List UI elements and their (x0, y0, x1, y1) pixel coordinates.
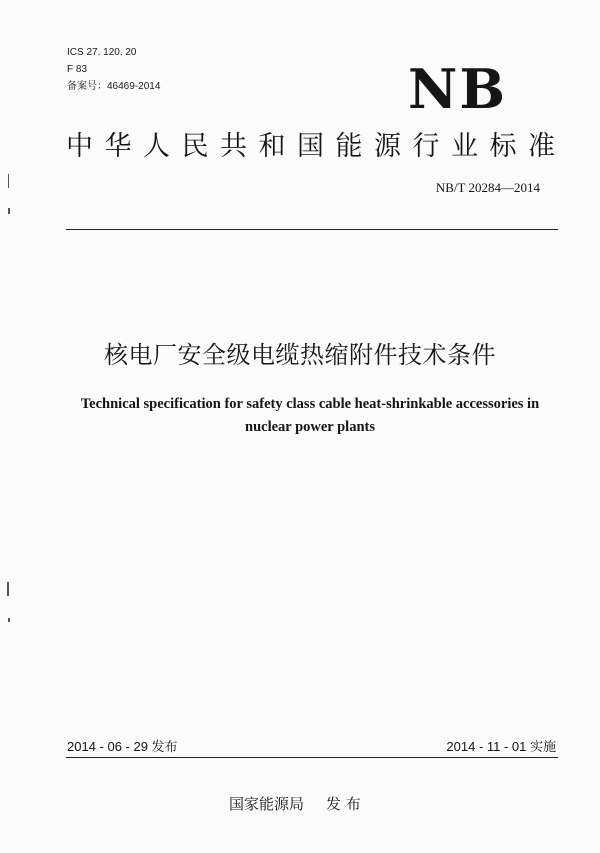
scan-artifact-mark (7, 582, 9, 596)
document-title-chinese: 核电厂安全级电缆热缩附件技术条件 (104, 341, 496, 369)
header-divider (66, 229, 558, 230)
implementation-date: 2014 - 11 - 01 实施 (446, 739, 556, 754)
ics-number: ICS 27. 120. 20 (67, 47, 137, 58)
issue-date: 2014 - 06 - 29 发布 (67, 739, 178, 754)
publisher-line (229, 794, 361, 814)
document-title-english (40, 393, 580, 439)
footer-divider (66, 757, 558, 758)
publish-action: 发 布 (326, 795, 361, 813)
standard-code: NB/T 20284—2014 (435, 180, 540, 195)
standard-category-title: 中华人民共和国能源行业标准 (66, 131, 567, 162)
scan-artifact-mark (8, 618, 10, 622)
english-title-line-1: Technical specification for safety class cable heat-shrinkable accessories in (80, 396, 540, 412)
nb-logo: NB (408, 57, 508, 121)
record-number: 备案号：46469-2014 (67, 81, 161, 92)
scan-artifact-mark (8, 174, 9, 188)
publisher-name: 国家能源局 (229, 795, 305, 813)
ccs-number: F 83 (67, 64, 88, 75)
english-title-line-2: nuclear power plants (245, 419, 375, 435)
classification-block (67, 44, 160, 95)
scan-artifact-mark (8, 208, 10, 214)
